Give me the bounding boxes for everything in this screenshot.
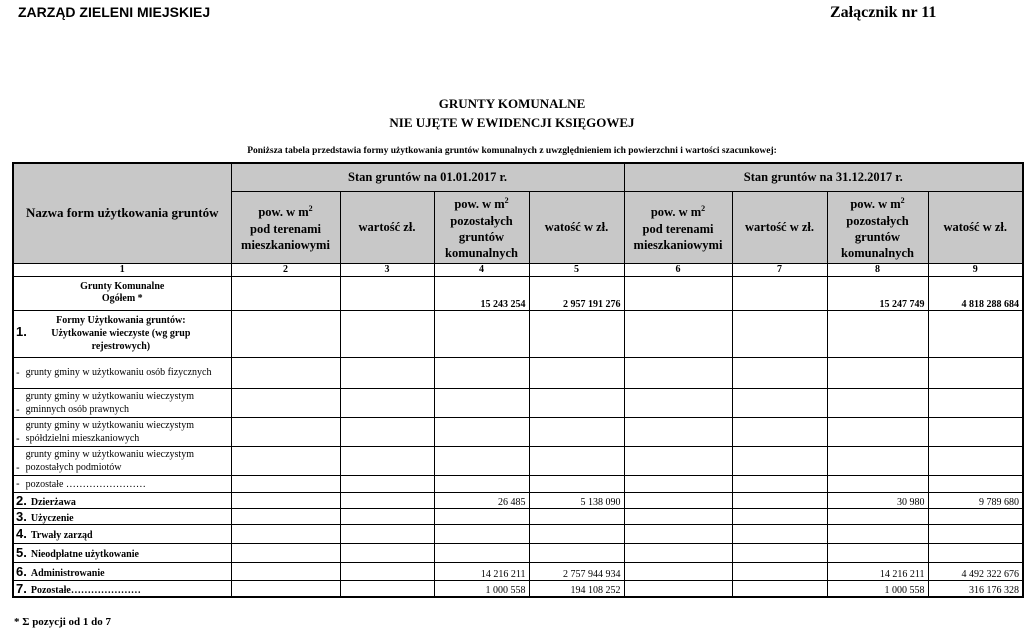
table-row: 6. Administrowanie 14 216 211 2 757 944 934 14 216 211 4 492 322 676 [13, 562, 1023, 580]
header-period-end: Stan gruntów na 31.12.2017 r. [624, 163, 1023, 191]
table-subrow: - pozostałe …………………… [13, 475, 1023, 492]
col-number: 1 [13, 263, 231, 276]
header-col6: pow. w $m^2$ pod terenami mieszkaniowymi [624, 191, 732, 263]
table-row-1 [13, 310, 1023, 357]
header-period-start: Stan gruntów na 01.01.2017 r. [231, 163, 624, 191]
total-value-end: 4 818 288 684 [928, 276, 1023, 310]
col-number: 6 [624, 263, 732, 276]
table-subrow: -grunty gminy w użytkowaniu wieczystym pozostałych podmiotów [13, 446, 1023, 475]
header-col9: watość w zł. [928, 191, 1023, 263]
column-number-row [13, 263, 1023, 276]
subrow-label: pozostałe …………………… [25, 478, 146, 490]
col-number: 2 [231, 263, 340, 276]
col-number: 9 [928, 263, 1023, 276]
table-row: 7. Pozostałe………………… 1 000 558 194 108 252 1 000 558 316 176 328 [13, 580, 1023, 597]
header-col3: wartość zł. [340, 191, 434, 263]
row-label: Trwały zarząd [30, 530, 93, 541]
total-value-start: 2 957 191 276 [529, 276, 624, 310]
footnote: * Σ pozycji od 1 do 7 [14, 616, 112, 628]
total-label: Grunty Komunalne Ogółem * [13, 276, 231, 310]
attachment-label: Załącznik nr 11 [830, 4, 937, 21]
document-title-line1: GRUNTY KOMUNALNE [438, 96, 586, 111]
table-header-periods [13, 163, 1023, 191]
organization-name: ZARZĄD ZIELENI MIEJSKIEJ [18, 4, 211, 20]
total-area-other-end: 15 247 749 [827, 276, 928, 310]
header-col8: pow. w $m^2$ pozostałych gruntów komunalnych [827, 191, 928, 263]
total-area-other-start: 15 243 254 [434, 276, 529, 310]
col-number: 7 [732, 263, 827, 276]
header-col4: pow. w $m^2$ pozostałych gruntów komunalnych [434, 191, 529, 263]
document-title-line2: NIE UJĘTE W EWIDENCJI KSIĘGOWEJ [389, 115, 635, 130]
subrow-label: grunty gminy w użytkowaniu wieczystym spółdzielni mieszkaniowych [25, 419, 194, 444]
land-use-table [12, 162, 1024, 598]
row-label: Użyczenie [30, 512, 74, 524]
header-col2: pow. w $m^2$ pod terenami mieszkaniowymi [231, 191, 340, 263]
table-row-total [13, 276, 1023, 310]
col-number: 8 [827, 263, 928, 276]
row-label: Nieodpłatne użytkowanie [30, 549, 139, 560]
row-number: 1. [16, 323, 27, 339]
table-row: 2. Dzierżawa 26 485 5 138 090 30 980 9 789 680 [13, 492, 1023, 508]
subrow-label: grunty gminy w użytkowaniu wieczystym gminnych osób prawnych [25, 390, 194, 415]
col-number: 3 [340, 263, 434, 276]
header-land-use-name: Nazwa form użytkowania gruntów [13, 163, 231, 263]
subrow-label: grunty gminy w użytkowaniu wieczystym pozostałych podmiotów [25, 448, 194, 473]
row-label: Pozostałe………………… [30, 584, 141, 596]
table-row: 4. Trwały zarząd [13, 524, 1023, 543]
intro-text: Poniższa tabela przedstawia formy użytkowania gruntów komunalnych z uwzględnieniem ich powierzchni i wartości szacunkowej: [247, 146, 777, 156]
row1-label: 1.Formy Użytkowania gruntów: Użytkowanie wieczyste (wg grup rejestrowych) [13, 310, 231, 357]
col-number: 5 [529, 263, 624, 276]
table-subrow: -grunty gminy w użytkowaniu wieczystym spółdzielni mieszkaniowych [13, 417, 1023, 446]
header-col5: watość w zł. [529, 191, 624, 263]
header-col7: wartość w zł. [732, 191, 827, 263]
subrow-label: grunty gminy w użytkowaniu osób fizycznych [25, 367, 212, 378]
table-row: 5. Nieodpłatne użytkowanie [13, 543, 1023, 562]
table-row: 3. Użyczenie [13, 508, 1023, 524]
row-label: Dzierżawa [30, 496, 76, 508]
row-label: Administrowanie [30, 567, 105, 579]
table-subrow: -grunty gminy w użytkowaniu wieczystym gminnych osób prawnych [13, 388, 1023, 417]
table-subrow: - grunty gminy w użytkowaniu osób fizycznych [13, 357, 1023, 388]
col-number: 4 [434, 263, 529, 276]
